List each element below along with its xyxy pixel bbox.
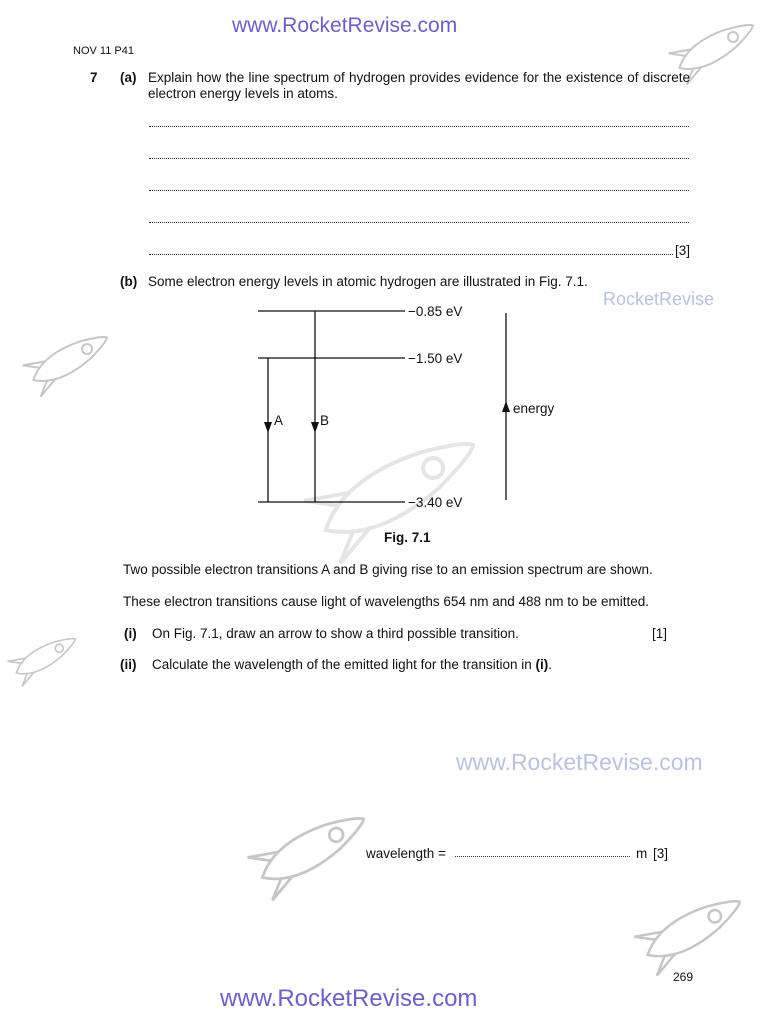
- sub-i-marks: [1]: [652, 626, 668, 641]
- part-a-text: Explain how the line spectrum of hydrogen provides evidence for the existence of discrete electron energy levels in atoms.: [148, 70, 690, 101]
- part-a-marks: [3]: [675, 243, 691, 258]
- wavelength-answer-field[interactable]: [455, 852, 630, 857]
- wavelength-answer-label: wavelength =: [366, 846, 446, 861]
- rocket-watermark-icon: [4, 625, 84, 689]
- answer-line[interactable]: [149, 122, 689, 127]
- sub-ii-ref: (i): [535, 657, 549, 672]
- rocket-watermark-icon: [626, 880, 756, 980]
- part-b-label: (b): [120, 274, 138, 289]
- part-a-label: (a): [120, 70, 137, 85]
- sub-i-label: (i): [124, 626, 137, 641]
- transition-b-label: B: [320, 413, 330, 428]
- transition-a-label: A: [274, 413, 284, 428]
- sub-ii-text-main: Calculate the wavelength of the emitted light for the transition in: [152, 657, 536, 672]
- wavelength-marks: [3]: [653, 846, 669, 861]
- sub-i-text: On Fig. 7.1, draw an arrow to show a third possible transition.: [152, 626, 519, 641]
- wavelength-unit: m: [636, 846, 648, 861]
- energy-level-label: −3.40 eV: [408, 495, 463, 510]
- question-number: 7: [90, 70, 98, 85]
- sub-ii-period: .: [548, 657, 552, 672]
- transitions-paragraph: Two possible electron transitions A and B giving rise to an emission spectrum are shown.: [123, 562, 653, 577]
- part-b-text: Some electron energy levels in atomic hydrogen are illustrated in Fig. 7.1.: [148, 274, 588, 289]
- watermark-brand: RocketRevise: [603, 289, 715, 309]
- rocket-watermark-icon: [240, 795, 380, 905]
- watermark-bottom-url: www.RocketRevise.com: [220, 985, 478, 1012]
- sub-ii-label: (ii): [120, 657, 137, 672]
- watermark-right-url: www.RocketRevise.com: [456, 749, 703, 775]
- figure-caption: Fig. 7.1: [384, 530, 431, 545]
- answer-line[interactable]: [149, 186, 689, 191]
- energy-level-label: −0.85 eV: [408, 304, 463, 319]
- paper-code: NOV 11 P41: [73, 45, 134, 57]
- page-number: 269: [673, 970, 694, 984]
- answer-line[interactable]: [149, 154, 689, 159]
- wavelengths-paragraph: These electron transitions cause light of wavelengths 654 nm and 488 nm to be emitted.: [123, 594, 650, 609]
- energy-level-label: −1.50 eV: [408, 351, 463, 366]
- energy-axis-label: energy: [513, 401, 555, 416]
- rocket-watermark-icon: [18, 320, 118, 400]
- answer-line[interactable]: [149, 218, 689, 223]
- sub-ii-text: [152, 657, 552, 673]
- answer-line[interactable]: [149, 250, 673, 255]
- watermark-top-url: www.RocketRevise.com: [232, 14, 458, 37]
